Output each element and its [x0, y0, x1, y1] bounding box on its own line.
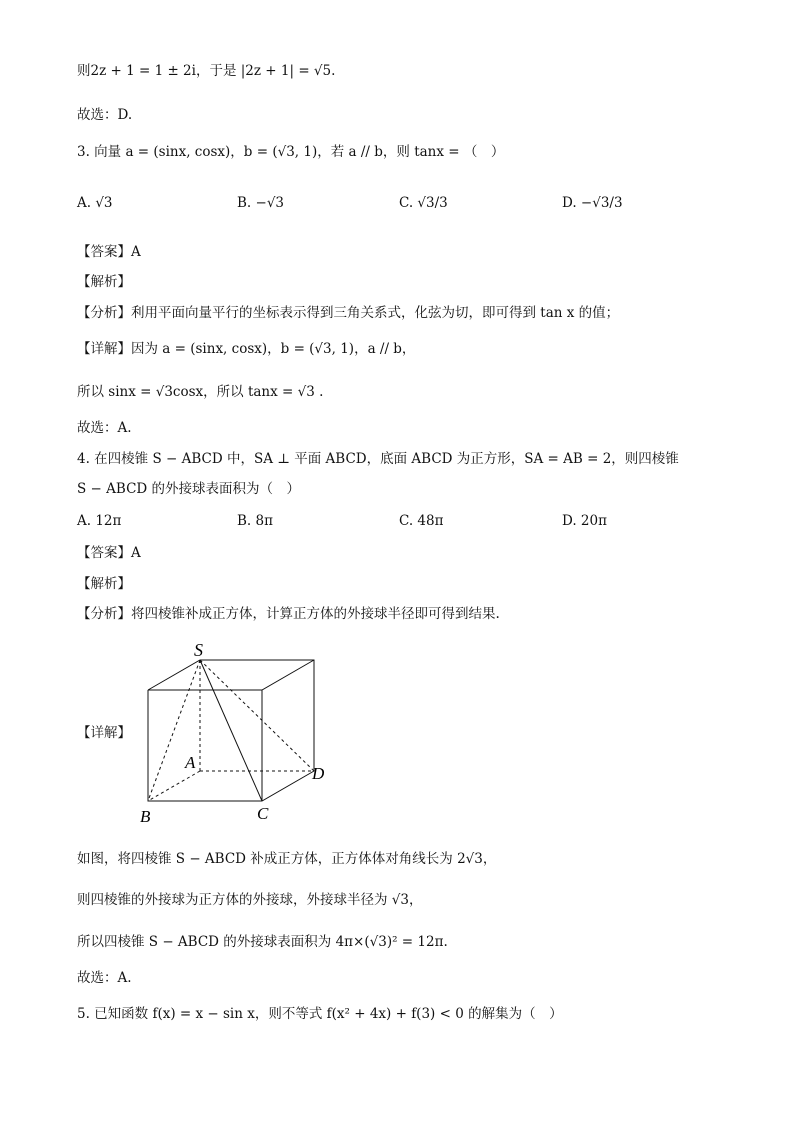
vertex-label-c: C [257, 804, 269, 823]
vertex-label-b: B [140, 807, 151, 826]
cube-pyramid-figure [130, 638, 340, 828]
q4-option-c: C. 48π [399, 513, 444, 529]
q4-option-a: A. 12π [77, 513, 122, 529]
q4-choose: 故选：A. [77, 970, 132, 986]
question-5-stem: 5. 已知函数 f(x) = x − sin x，则不等式 f(x² + 4x) + f(3) < 0 的解集为（ ） [77, 1006, 563, 1022]
q3-option-a: A. √3 [77, 195, 113, 211]
vertex-label-a: A [185, 753, 196, 772]
q4-solution-2: 则四棱锥的外接球为正方体的外接球，外接球半径为 √3， [77, 892, 423, 908]
question-3-stem: 3. 向量 a = (sinx, cosx)，b = (√3, 1)，若 a // b，则 tanx = （ ） [77, 144, 505, 160]
q3-derivation: 所以 sinx = √3cosx，所以 tanx = √3 . [77, 384, 324, 400]
q4-detail-label: 【详解】 [77, 725, 131, 741]
q3-option-d: D. −√3/3 [562, 195, 623, 211]
q3-detail: 【详解】因为 a = (sinx, cosx)，b = (√3, 1)，a // b， [77, 341, 416, 357]
q4-option-b: B. 8π [237, 513, 273, 529]
vertex-label-d: D [312, 764, 325, 783]
choose-line-d: 故选：D. [77, 107, 133, 123]
vertex-label-s: S [194, 640, 203, 660]
q4-solution-3: 所以四棱锥 S − ABCD 的外接球表面积为 4π×(√3)² = 12π. [77, 934, 448, 950]
q4-analysis-header: 【解析】 [77, 576, 131, 592]
q3-answer: 【答案】A [77, 244, 141, 260]
q3-choose: 故选：A. [77, 420, 132, 436]
question-4-stem-line2: S − ABCD 的外接球表面积为（ ） [77, 481, 301, 497]
q3-analysis-header: 【解析】 [77, 274, 131, 290]
q4-solution-1: 如图，将四棱锥 S − ABCD 补成正方体，正方体体对角线长为 2√3， [77, 851, 497, 867]
q4-answer: 【答案】A [77, 545, 141, 561]
q3-analysis: 【分析】利用平面向量平行的坐标表示得到三角关系式，化弦为切，即可得到 tan x 的值； [77, 305, 620, 321]
q4-option-d: D. 20π [562, 513, 607, 529]
solution-line-1: 则2z + 1 = 1 ± 2i，于是 |2z + 1| = √5. [77, 63, 336, 79]
q3-option-c: C. √3/3 [399, 195, 448, 211]
q3-option-b: B. −√3 [237, 195, 285, 211]
question-4-stem-line1: 4. 在四棱锥 S − ABCD 中，SA ⊥ 平面 ABCD，底面 ABCD 为正方形，SA = AB = 2，则四棱锥 [77, 451, 679, 467]
q4-analysis: 【分析】将四棱锥补成正方体，计算正方体的外接球半径即可得到结果. [77, 606, 500, 622]
